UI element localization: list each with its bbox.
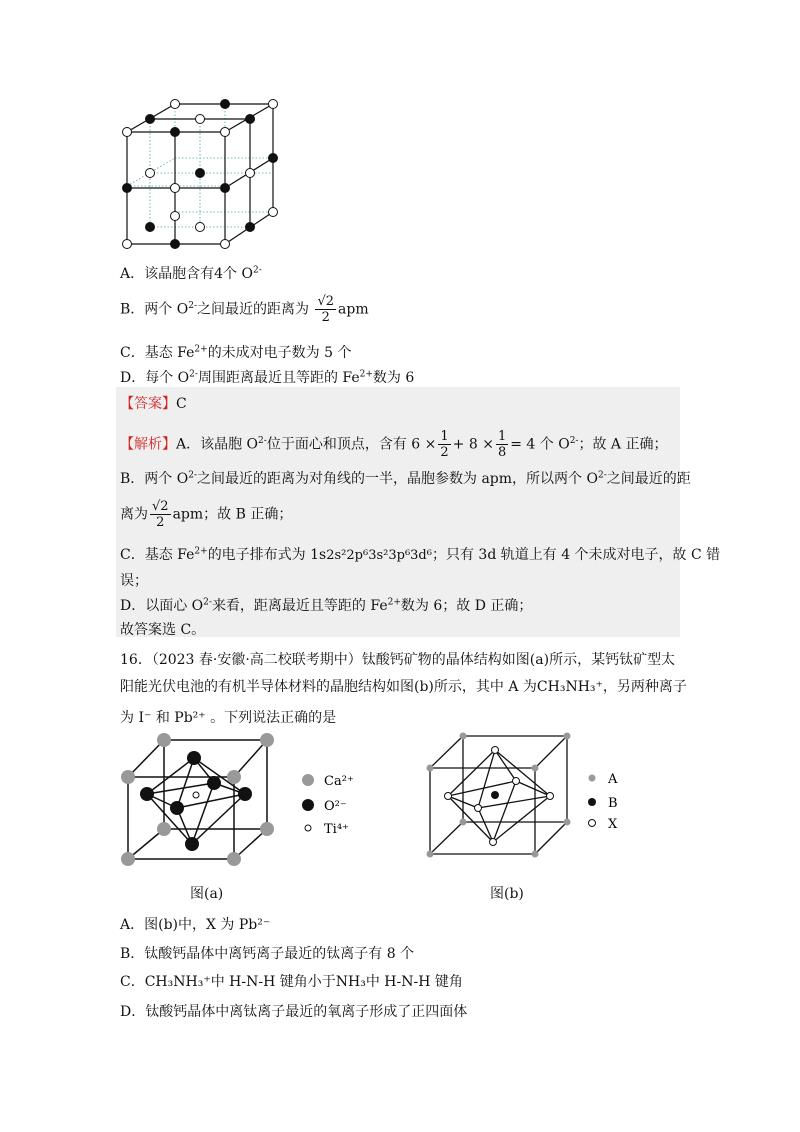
q16-option-a: A．图(b)中，X 为 Pb²⁻	[120, 917, 271, 933]
q15-option-b: B．两个 $O^{2-}$之间最近的距离为 $\frac{√2}{2}$ apm	[120, 294, 369, 325]
analysis-a: 【解析】A．该晶胞 $O^{2-}$位于面心和顶点，含有 6 × $\frac{1}{2}$ + 8 × $\frac{1}{8}$ = 4 个 $O^{2-}$；故 A 正确；	[120, 429, 668, 460]
q16-stem-line2: 阳能光伏电池的有机半导体材料的晶胞结构如图(b)所示，其中 A 为CH₃NH₃⁺，另两种离子	[120, 679, 687, 695]
q16-option-c: C．CH₃NH₃⁺中 H-N-H 键角小于NH₃中 H-N-H 键角	[120, 974, 463, 990]
analysis-c-line2: 误；	[120, 573, 148, 589]
answer-line: 【答案】C	[120, 396, 187, 412]
legend-a-ca: Ca²⁺	[324, 774, 354, 789]
analysis-d-line: D．以面心 $O^{2-}$来看，距离最近且等距的 $Fe^{2+}$数为 6；故 D 正确；	[120, 597, 533, 614]
q16-stem-line1: 16．（2023 春·安徽·高二校联考期中）钛酸钙矿物的晶体结构如图(a)所示，某钙钛矿型太	[120, 652, 676, 668]
figure-a-perovskite	[112, 728, 362, 878]
q15-crystal-figure	[115, 95, 290, 255]
q15-option-d: D．每个 $O^{2-}$周围距离最近且等距的 $Fe^{2+}$数为 6	[120, 369, 415, 386]
figure-b-caption: 图(b)	[490, 886, 524, 902]
legend-a-o: O²⁻	[324, 799, 347, 814]
analysis-c-line1: C．基态 $Fe^{2+}$的电子排布式为 1s2s²2p⁶3s²3p⁶3d⁶；只有 3d 轨道上有 4 个未成对电子，故 C 错	[120, 546, 721, 563]
legend-b-x: X	[608, 817, 618, 832]
q16-option-b: B．钛酸钙晶体中离钙离子最近的钛离子有 8 个	[120, 946, 415, 962]
legend-b-a: A	[608, 772, 618, 787]
q16-stem-line3: 为 I⁻ 和 Pb²⁺ 。下列说法正确的是	[120, 710, 337, 726]
legend-b-b: B	[608, 796, 618, 811]
analysis-b-line1: B．两个 $O^{2-}$之间最近的距离为对角线的一半，晶胞参数为 apm，所以两个 $O^{2-}$之间最近的距	[120, 470, 691, 487]
q15-option-a: A．该晶胞含有4个 $O^{2-}$	[120, 265, 262, 282]
analysis-b-line2: 离为 $\frac{√2}{2}$ apm；故 B 正确；	[120, 499, 293, 530]
figure-b-perovskite	[420, 728, 640, 863]
figure-a-caption: 图(a)	[190, 886, 224, 902]
q16-option-d: D．钛酸钙晶体中离钛离子最近的氧离子形成了正四面体	[120, 1004, 468, 1020]
q15-option-c: C．基态 $Fe^{2+}$的未成对电子数为 5 个	[120, 344, 352, 361]
analysis-final: 故答案选 C。	[120, 622, 206, 638]
legend-a-ti: Ti⁴⁺	[324, 822, 349, 837]
